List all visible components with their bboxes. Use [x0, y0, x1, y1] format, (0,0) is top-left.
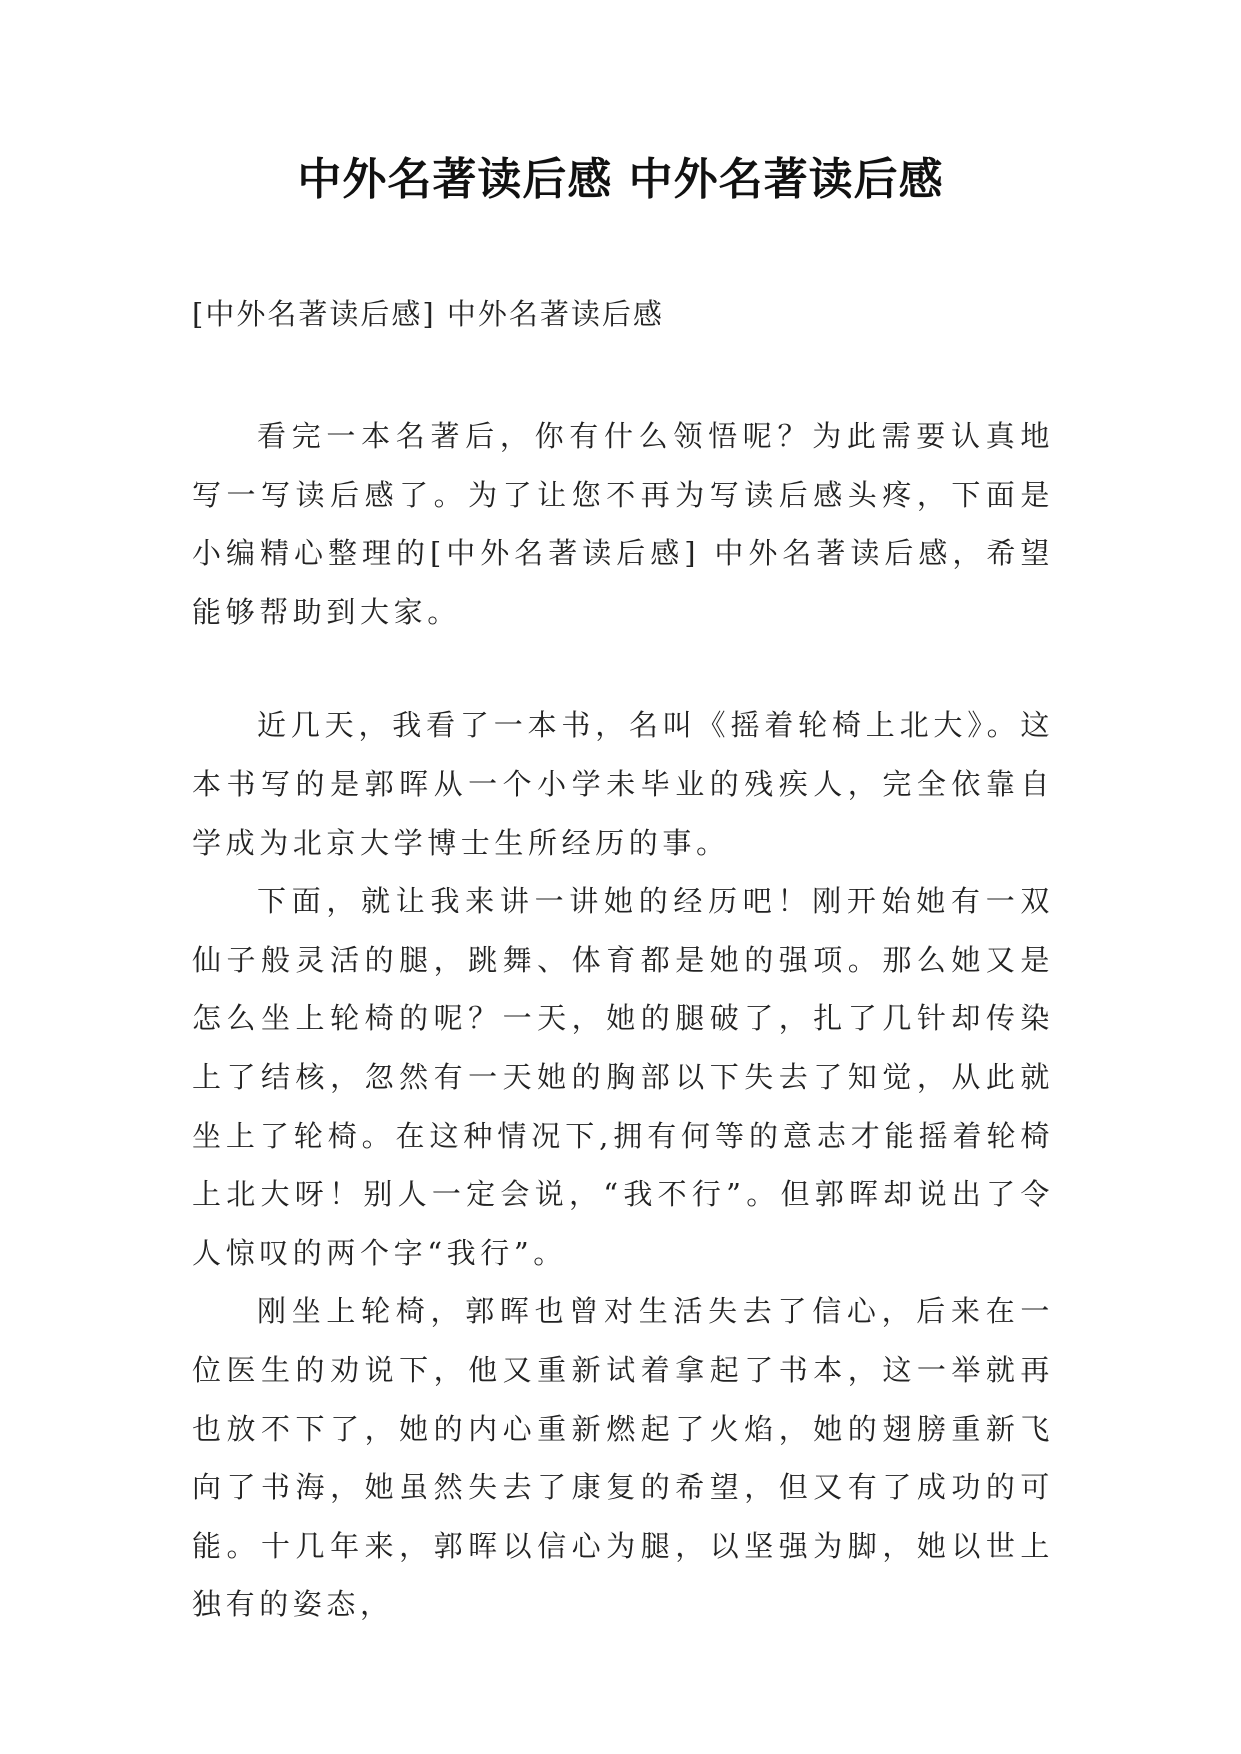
document-title: 中外名著读后感 中外名著读后感 [297, 154, 944, 205]
paragraph-wheelchair: 刚坐上轮椅，郭晖也曾对生活失去了信心，后来在一位医生的劝说下，他又重新试着拿起了书本，这一举就再也放不下了，她的内心重新燃起了火焰，她的翅膀重新飞向了书海，她虽然失去了康复的希望，但又有了成功的可能。十几年来，郭晖以信心为腿，以坚强为脚，她以世上独有的姿态， [192, 1294, 1054, 1622]
document-body [192, 407, 1054, 1634]
paragraph-book-intro: 近几天，我看了一本书，名叫《摇着轮椅上北大》。这本书写的是郭晖从一个小学未毕业的残疾人，完全依靠自学成为北京大学博士生所经历的事。 [192, 708, 1054, 860]
document-subtitle: [中外名著读后感] 中外名著读后感 [192, 297, 664, 331]
paragraph-intro: 看完一本名著后，你有什么领悟呢？为此需要认真地写一写读后感了。为了让您不再为写读后感头疼，下面是小编精心整理的[中外名著读后感] 中外名著读后感，希望能够帮助到大家。 [192, 419, 1054, 629]
paragraph-experience: 下面，就让我来讲一讲她的经历吧！刚开始她有一双仙子般灵活的腿，跳舞、体育都是她的强项。那么她又是怎么坐上轮椅的呢？一天，她的腿破了，扎了几针却传染上了结核，忽然有一天她的胸部以下失去了知觉，从此就坐上了轮椅。在这种情况下,拥有何等的意志才能摇着轮椅上北大呀！别人一定会说，“我不行”。但郭晖却说出了令人惊叹的两个字“我行”。 [192, 884, 1054, 1270]
